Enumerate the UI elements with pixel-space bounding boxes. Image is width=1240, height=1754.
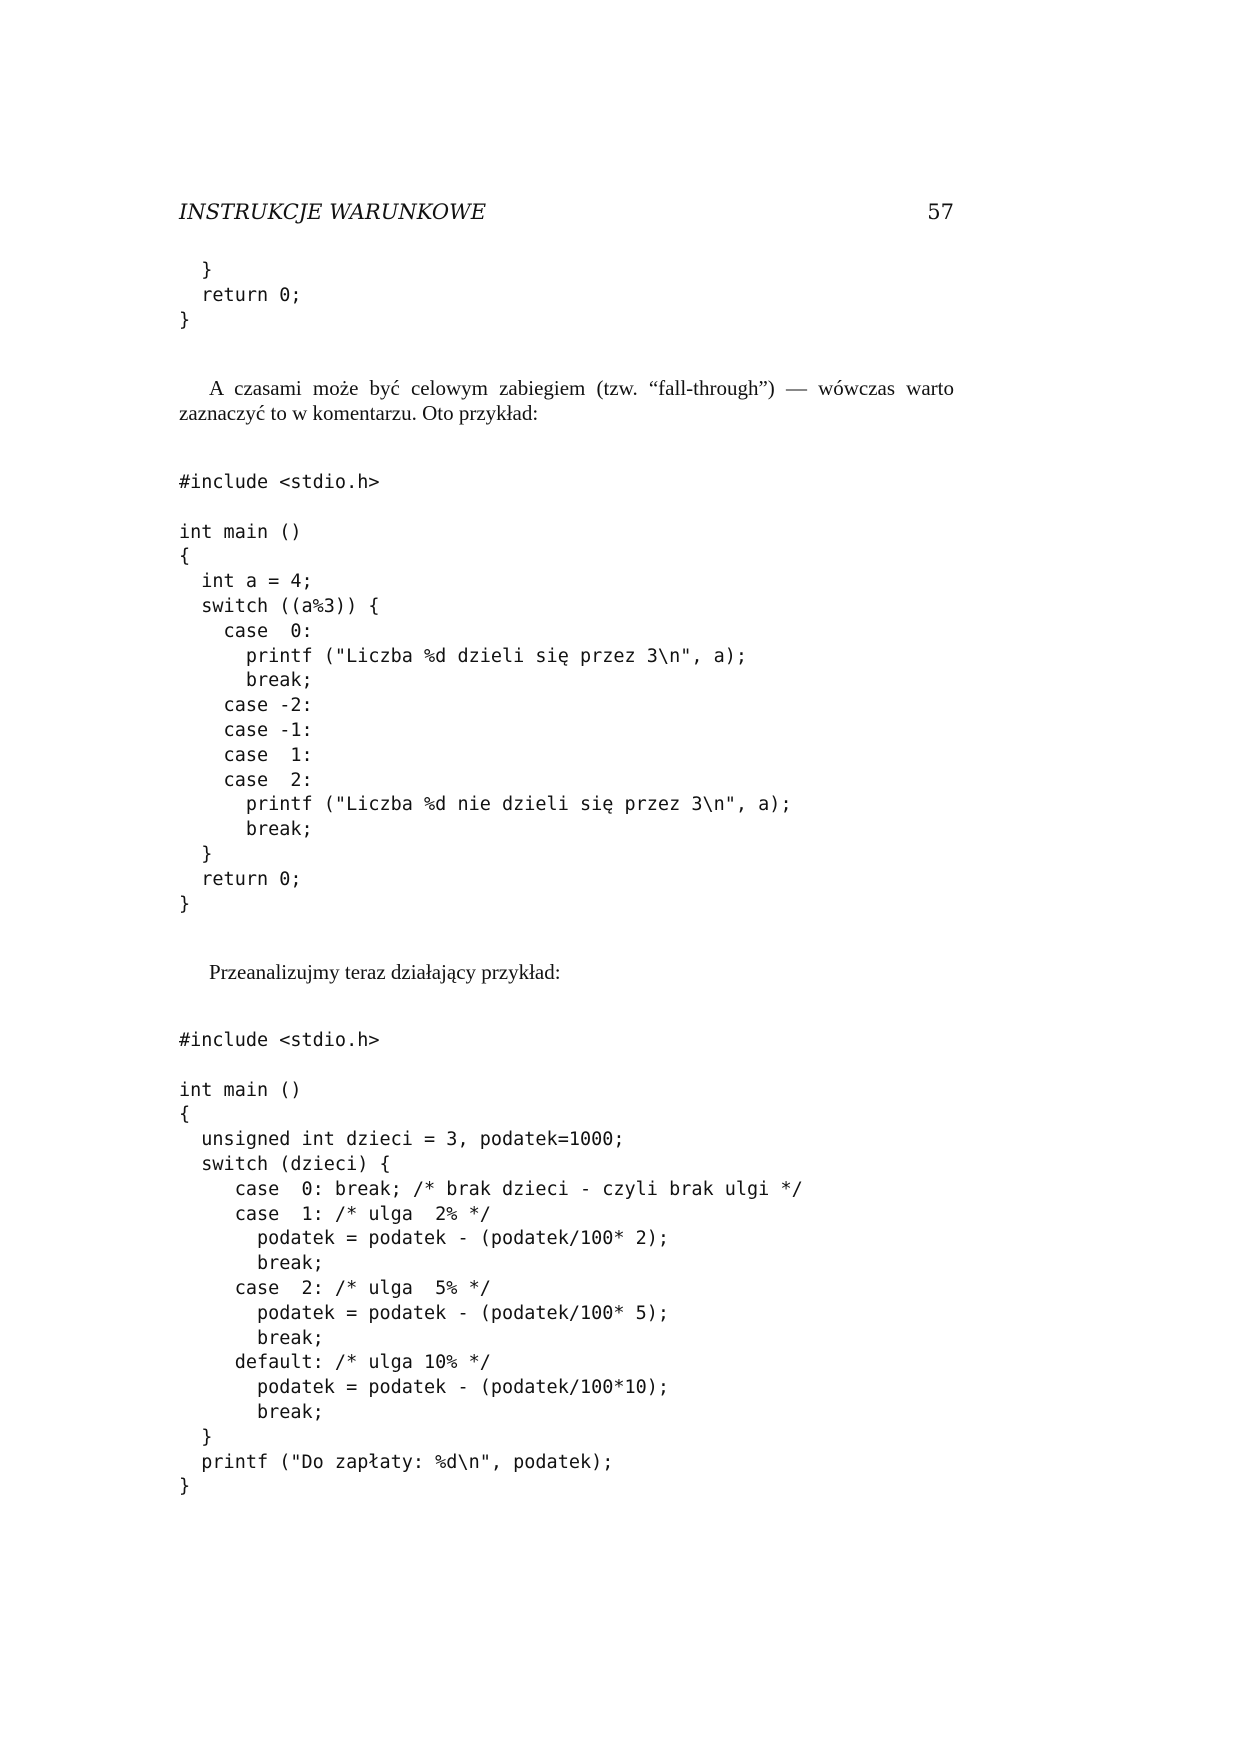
code-block-fragment: } return 0; } <box>179 260 302 331</box>
code-block-fall-through-example: #include <stdio.h> int main () { int a = 4; switch ((a%3)) { case 0: printf ("Liczba %d dzieli się przez 3\n", a); break; case -2: case -1: case 1: case 2: printf ("Liczba %d nie dzieli się przez 3\n", a); break; } return 0; } <box>179 472 792 915</box>
paragraph-working-example: Przeanalizujmy teraz działający przykład: <box>209 960 561 984</box>
code-block-tax-example: #include <stdio.h> int main () { unsigned int dzieci = 3, podatek=1000; switch (dzieci) { case 0: break; /* brak dzieci - czyli brak ulgi */ case 1: /* ulga 2% */ podatek = podatek - (podatek/100* 2); break; case 2: /* ulga 5% */ podatek = podatek - (podatek/100* 5); break; default: /* ulga 10% */ podatek = podatek - (podatek/100*10); break; } printf ("Do zapłaty: %d\n", podatek); } <box>179 1030 803 1498</box>
page-number: 57 <box>927 200 954 224</box>
chapter-title: INSTRUKCJE WARUNKOWE <box>179 200 487 224</box>
running-header <box>179 200 954 230</box>
paragraph-fall-through: A czasami może być celowym zabiegiem (tzw. “fall-through”) — wówczas warto zaznaczyć to w komentarzu. Oto przykład: <box>179 376 954 425</box>
